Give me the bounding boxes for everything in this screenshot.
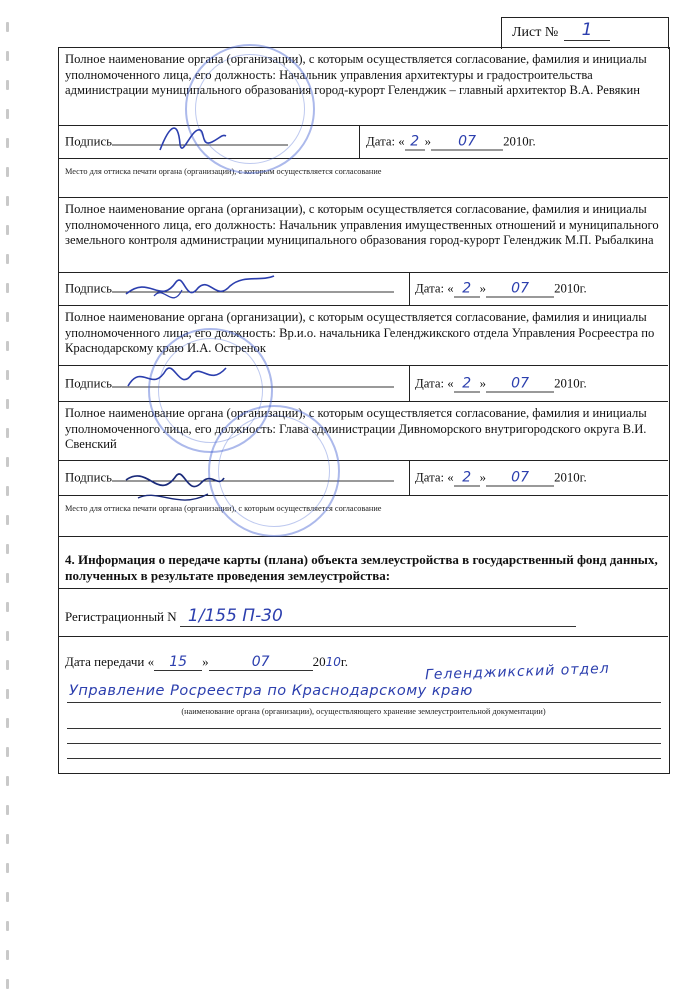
- binder-hole: [6, 22, 9, 32]
- date-day-2: 2: [454, 281, 480, 298]
- binder-hole: [6, 834, 9, 844]
- org-block-4: [59, 402, 668, 461]
- binder-hole: [6, 950, 9, 960]
- stamp-note-2: Место для оттиска печати органа (организации), с которым осуществляется согласование: [65, 504, 382, 513]
- date-field-2: Дата: « 2 » 07 2010г.: [415, 280, 587, 297]
- date-field-3: Дата: « 2 » 07 2010г.: [415, 375, 587, 391]
- signature-4: [118, 458, 228, 516]
- org-text-2: Полное наименование органа (организации), с которым осуществляется согласование, фамилия и инициалы уполномоченного лица, его должность: Начальник управления имущественных отношений и муниципального земельного контроля администрации муниципального образования город-курорт Геленджик М.П. Рыбалкина: [65, 202, 659, 247]
- date-year-1: 2010г.: [503, 134, 536, 149]
- registration-field: [65, 606, 576, 627]
- binder-hole: [6, 544, 9, 554]
- binder-hole: [6, 196, 9, 206]
- date-field-1: Дата: « 2 » 07 2010г.: [366, 133, 536, 150]
- org-block-2: [59, 198, 668, 273]
- binder-hole: [6, 138, 9, 148]
- date-month-1: 07: [431, 134, 503, 151]
- section-4-title: 4. Информация о передаче карты (плана) объекта землеустройства в государственный фонд данных, полученных в результате проведения землеустройства:: [65, 552, 658, 583]
- transfer-year: 10: [325, 655, 341, 669]
- binder-hole: [6, 718, 9, 728]
- transfer-date-field: Дата передачи « 15 » 07 2010г.: [65, 654, 349, 670]
- binder-hole: [6, 631, 9, 641]
- registration-label: Регистрационный N: [65, 609, 177, 624]
- sheet-number: 1: [564, 20, 610, 41]
- date-field-4: Дата: « 2 » 07 2010г.: [415, 469, 587, 486]
- binder-hole: [6, 515, 9, 525]
- binder-hole: [6, 863, 9, 873]
- holder-field: [67, 681, 661, 703]
- binder-hole: [6, 283, 9, 293]
- binder-hole: [6, 225, 9, 235]
- binder-hole: [6, 341, 9, 351]
- binder-hole: [6, 51, 9, 61]
- binder-hole: [6, 399, 9, 409]
- binder-hole: [6, 805, 9, 815]
- section-4: [59, 548, 668, 773]
- org-text-4: Полное наименование органа (организации), с которым осуществляется согласование, фамилия и инициалы уполномоченного лица, его должность: Глава администрации Дивноморского внутригородского округа В.И. Свенский: [65, 406, 647, 451]
- binder-hole: [6, 979, 9, 989]
- holder-caption: (наименование органа (организации), осуществляющего хранение землеустроительной документации): [181, 707, 546, 716]
- signature-1: [150, 114, 230, 162]
- signature-2: [120, 266, 280, 316]
- binder-hole: [6, 486, 9, 496]
- binder-holes: [2, 0, 16, 991]
- date-month-4: 07: [486, 470, 554, 487]
- binder-hole: [6, 457, 9, 467]
- binder-hole: [6, 747, 9, 757]
- stamp-note-row-1: [59, 159, 668, 198]
- sheet-label: Лист №: [512, 25, 559, 40]
- binder-hole: [6, 921, 9, 931]
- date-day-3: 2: [454, 375, 480, 392]
- stamp-note-1: Место для оттиска печати органа (организации), с которым осуществляется согласование: [65, 167, 382, 176]
- binder-hole: [6, 312, 9, 322]
- binder-hole: [6, 776, 9, 786]
- binder-hole: [6, 660, 9, 670]
- binder-hole: [6, 892, 9, 902]
- binder-hole: [6, 689, 9, 699]
- binder-hole: [6, 167, 9, 177]
- registration-number: 1/155 П-30: [180, 606, 576, 627]
- sheet-number-box: [501, 17, 669, 49]
- date-month-2: 07: [486, 281, 554, 298]
- signature-field-3: Подпись: [65, 376, 394, 391]
- holder-handwriting-2: Управление Росреестра по Краснодарскому краю: [69, 683, 473, 699]
- signature-label-1: Подпись: [65, 134, 112, 149]
- binder-hole: [6, 80, 9, 90]
- binder-hole: [6, 109, 9, 119]
- org-text-1: Полное наименование органа (организации), с которым осуществляется согласование, фамилия и инициалы уполномоченного лица, его должность: Начальник управления архитектуры и градостроительства администрации муниципального образования город-курорт Геленджик – главный архитектор В.А. Ревякин: [65, 52, 647, 97]
- date-day-1: 2: [405, 134, 425, 151]
- date-day-4: 2: [454, 470, 480, 487]
- transfer-date-label: Дата передачи «: [65, 654, 155, 669]
- binder-hole: [6, 428, 9, 438]
- binder-hole: [6, 573, 9, 583]
- date-month-3: 07: [486, 375, 554, 392]
- signature-field-4: Подпись: [65, 471, 394, 486]
- signature-3: [122, 356, 232, 398]
- transfer-day: 15: [154, 654, 202, 671]
- binder-hole: [6, 370, 9, 380]
- org-text-3: Полное наименование органа (организации), с которым осуществляется согласование, фамилия и инициалы уполномоченного лица, его должность: Вр.и.о. начальника Геленджикского отдела Управления Росреестра по Краснодарскому краю И.А. Остренок: [65, 310, 655, 355]
- transfer-month: 07: [209, 654, 313, 671]
- binder-hole: [6, 602, 9, 612]
- holder-handwriting-1: Геленджикский отдел: [424, 660, 610, 684]
- binder-hole: [6, 254, 9, 264]
- signature-field-2: Подпись: [65, 282, 394, 297]
